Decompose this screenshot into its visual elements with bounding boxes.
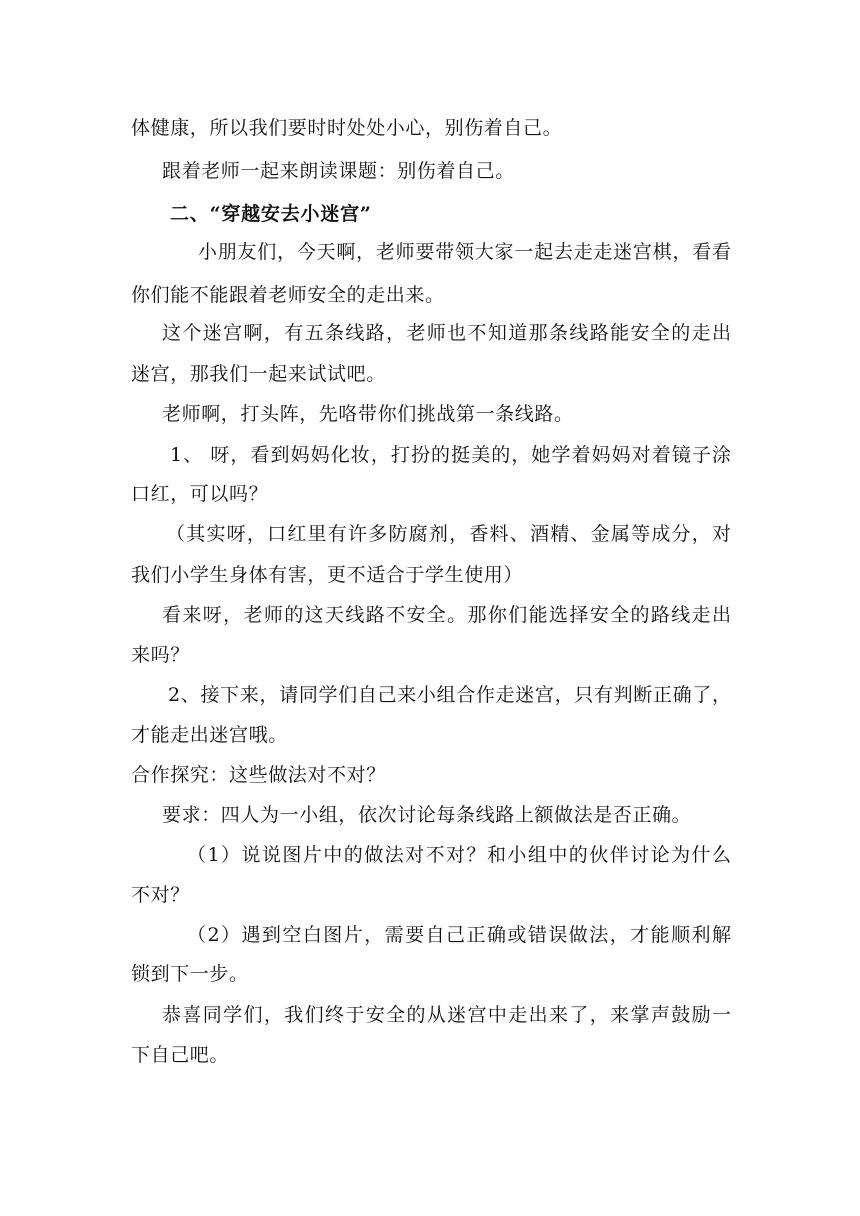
paragraph-line: 锁到下一步。 xyxy=(131,963,249,985)
paragraph-line: （其实呀，口红里有许多防腐剂，香料、酒精、金属等成分，对 xyxy=(166,523,731,545)
numbered-item: （1）说说图片中的做法对不对？和小组中的伙伴讨论为什么 xyxy=(187,844,731,866)
paragraph-line: 老师啊，打头阵，先咯带你们挑战第一条线路。 xyxy=(162,403,574,425)
numbered-item: 2、接下来，请同学们自己来小组合作走迷宫，只有判断正确了， xyxy=(168,684,731,706)
paragraph-line: 迷宫，那我们一起来试试吧。 xyxy=(131,363,386,385)
paragraph-line: 下自己吧。 xyxy=(131,1044,230,1066)
paragraph-line: 要求：四人为一小组，依次讨论每条线路上额做法是否正确。 xyxy=(162,804,692,826)
paragraph-line: 看来呀，老师的这天线路不安全。那你们能选择安全的路线走出 xyxy=(162,604,731,626)
paragraph-line: 你们能不能跟着老师安全的走出来。 xyxy=(131,284,445,306)
paragraph-line: 小朋友们，今天啊，老师要带领大家一起去走走迷宫棋，看看 xyxy=(198,241,731,263)
paragraph-line: 恭喜同学们，我们终于安全的从迷宫中走出来了，来掌声鼓励一 xyxy=(162,1004,731,1026)
paragraph-line: 口红，可以吗？ xyxy=(131,483,269,505)
paragraph-line: 体健康，所以我们要时时处处小心，别伤着自己。 xyxy=(131,117,563,139)
paragraph-line: 这个迷宫啊，有五条线路，老师也不知道那条线路能安全的走出 xyxy=(162,322,731,344)
paragraph-line: 不对？ xyxy=(131,884,190,906)
section-heading: 二、“穿越安去小迷宫” xyxy=(170,203,372,225)
paragraph-line: 才能走出迷宫哦。 xyxy=(131,724,288,746)
paragraph-line: 我们小学生身体有害，更不适合于学生使用） xyxy=(131,564,524,586)
numbered-item: （2）遇到空白图片，需要自己正确或错误做法，才能顺利解 xyxy=(187,924,731,946)
numbered-item: 1、 呀，看到妈妈化妆，打扮的挺美的，她学着妈妈对着镜子涂 xyxy=(170,444,731,466)
paragraph-line: 跟着老师一起来朗读课题：别伤着自己。 xyxy=(162,160,515,182)
paragraph-line: 来吗？ xyxy=(131,644,190,666)
paragraph-line: 合作探究：这些做法对不对？ xyxy=(131,764,386,786)
